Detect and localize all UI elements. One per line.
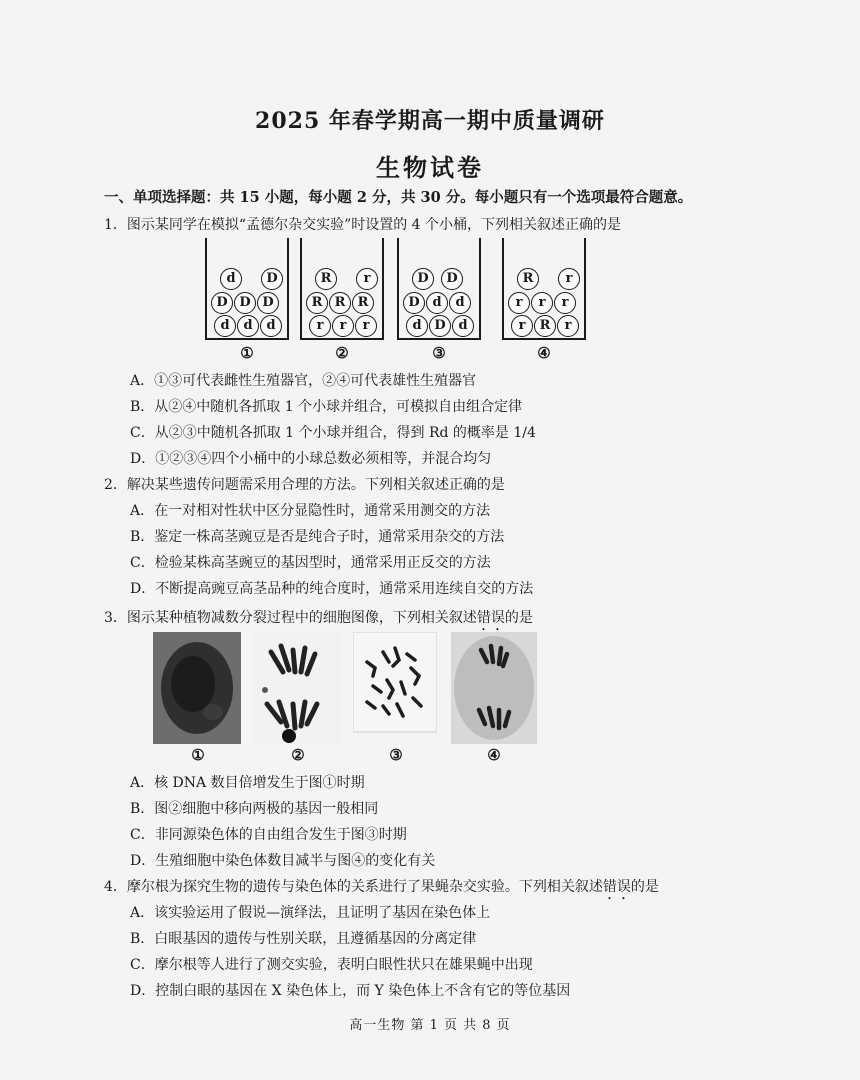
q3-option-c: C．非同源染色体的自由组合发生于图③时期 [130, 827, 407, 843]
bucket-4 [502, 238, 586, 340]
ball: D [403, 292, 425, 314]
cell-image-3 [353, 632, 437, 744]
q3-option-d: D．生殖细胞中染色体数目减半与图④的变化有关 [130, 853, 436, 869]
stem-text: 3．图示某种植物减数分裂过程中的细胞图像，下列相关叙述 [104, 610, 477, 626]
ball: D [257, 292, 279, 314]
ball: d [452, 315, 474, 337]
ball: r [508, 292, 530, 314]
ball: d [214, 315, 236, 337]
q4-option-d: D．控制白眼的基因在 X 染色体上，而 Y 染色体上不含有它的等位基因 [130, 983, 571, 999]
question-2-stem: 2．解决某些遗传问题需采用合理的方法。下列相关叙述正确的是 [104, 477, 505, 493]
ball: d [449, 292, 471, 314]
bucket-label: ② [335, 344, 349, 362]
ball: d [406, 315, 428, 337]
stem-emphasis: 错误 [602, 879, 631, 895]
ball: D [441, 268, 463, 290]
ball: r [557, 315, 579, 337]
bucket-3 [397, 238, 481, 340]
ball: r [309, 315, 331, 337]
q2-option-c: C．检验某株高茎豌豆的基因型时，通常采用正反交的方法 [130, 555, 491, 571]
cell-figure [153, 632, 553, 762]
ball: D [234, 292, 256, 314]
bucket-1 [205, 238, 289, 340]
cell-image-1 [153, 632, 241, 744]
q2-option-d: D．不断提高豌豆高茎品种的纯合度时，通常采用连续自交的方法 [130, 581, 534, 597]
ball: r [356, 268, 378, 290]
q4-option-a: A．该实验运用了假说—演绎法，且证明了基因在染色体上 [130, 905, 491, 921]
stem-text: 的是 [630, 879, 659, 895]
ball: D [412, 268, 434, 290]
ball: D [211, 292, 233, 314]
ball: R [534, 315, 556, 337]
ball: r [554, 292, 576, 314]
section-heading: 一、单项选择题：共 15 小题，每小题 2 分，共 30 分。每小题只有一个选项最符合题意。 [104, 189, 693, 206]
bucket-label: ③ [432, 344, 446, 362]
ball: r [511, 315, 533, 337]
ball: R [329, 292, 351, 314]
ball: d [220, 268, 242, 290]
q2-option-a: A．在一对相对性状中区分显隐性时，通常采用测交的方法 [130, 503, 491, 519]
question-1-stem: 1．图示某同学在模拟“孟德尔杂交实验”时设置的 4 个小桶，下列相关叙述正确的是 [104, 217, 622, 233]
ball: D [261, 268, 283, 290]
exam-subject: 生物试卷 [376, 153, 484, 182]
ball: R [352, 292, 374, 314]
q1-option-a: A．①③可代表雌性生殖器官，②④可代表雄性生殖器官 [130, 373, 477, 389]
q1-option-b: B．从②④中随机各抓取 1 个小球并组合，可模拟自由组合定律 [130, 399, 523, 415]
cell-image-4 [451, 632, 537, 744]
ball: R [517, 268, 539, 290]
ball: d [260, 315, 282, 337]
bucket-label: ④ [537, 344, 551, 362]
ball: r [355, 315, 377, 337]
page-footer: 高一生物 第 1 页 共 8 页 [349, 1018, 511, 1033]
q2-option-b: B．鉴定一株高茎豌豆是否是纯合子时，通常采用杂交的方法 [130, 529, 505, 545]
ball: d [237, 315, 259, 337]
ball: R [306, 292, 328, 314]
cell-label: ④ [487, 746, 501, 764]
question-4-stem [104, 876, 659, 903]
q4-option-c: C．摩尔根等人进行了测交实验，表明白眼性状只在雄果蝇中出现 [130, 957, 533, 973]
stem-text: 的是 [504, 610, 533, 626]
bucket-2 [300, 238, 384, 340]
cell-label: ③ [389, 746, 403, 764]
ball: r [531, 292, 553, 314]
ball: r [558, 268, 580, 290]
ball: R [315, 268, 337, 290]
ball: r [332, 315, 354, 337]
cell-label: ① [191, 746, 205, 764]
q4-option-b: B．白眼基因的遗传与性别关联，且遵循基因的分离定律 [130, 931, 477, 947]
bucket-figure [200, 234, 600, 366]
cell-image-2 [253, 632, 341, 744]
q1-option-c: C．从②③中随机各抓取 1 个小球并组合，得到 Rd 的概率是 1/4 [130, 425, 536, 441]
ball: D [429, 315, 451, 337]
question-3-stem [104, 607, 533, 634]
cell-label: ② [291, 746, 305, 764]
exam-title: 2025 年春学期高一期中质量调研 [255, 108, 605, 134]
ball: d [426, 292, 448, 314]
q3-option-b: B．图②细胞中移向两极的基因一般相同 [130, 801, 379, 817]
q3-option-a: A．核 DNA 数目倍增发生于图①时期 [130, 775, 365, 791]
q1-option-d: D．①②③④四个小桶中的小球总数必须相等，并混合均匀 [130, 451, 492, 467]
bucket-label: ① [240, 344, 254, 362]
stem-emphasis: 错误 [476, 610, 505, 626]
stem-text: 4．摩尔根为探究生物的遗传与染色体的关系进行了果蝇杂交实验。下列相关叙述 [104, 879, 603, 895]
